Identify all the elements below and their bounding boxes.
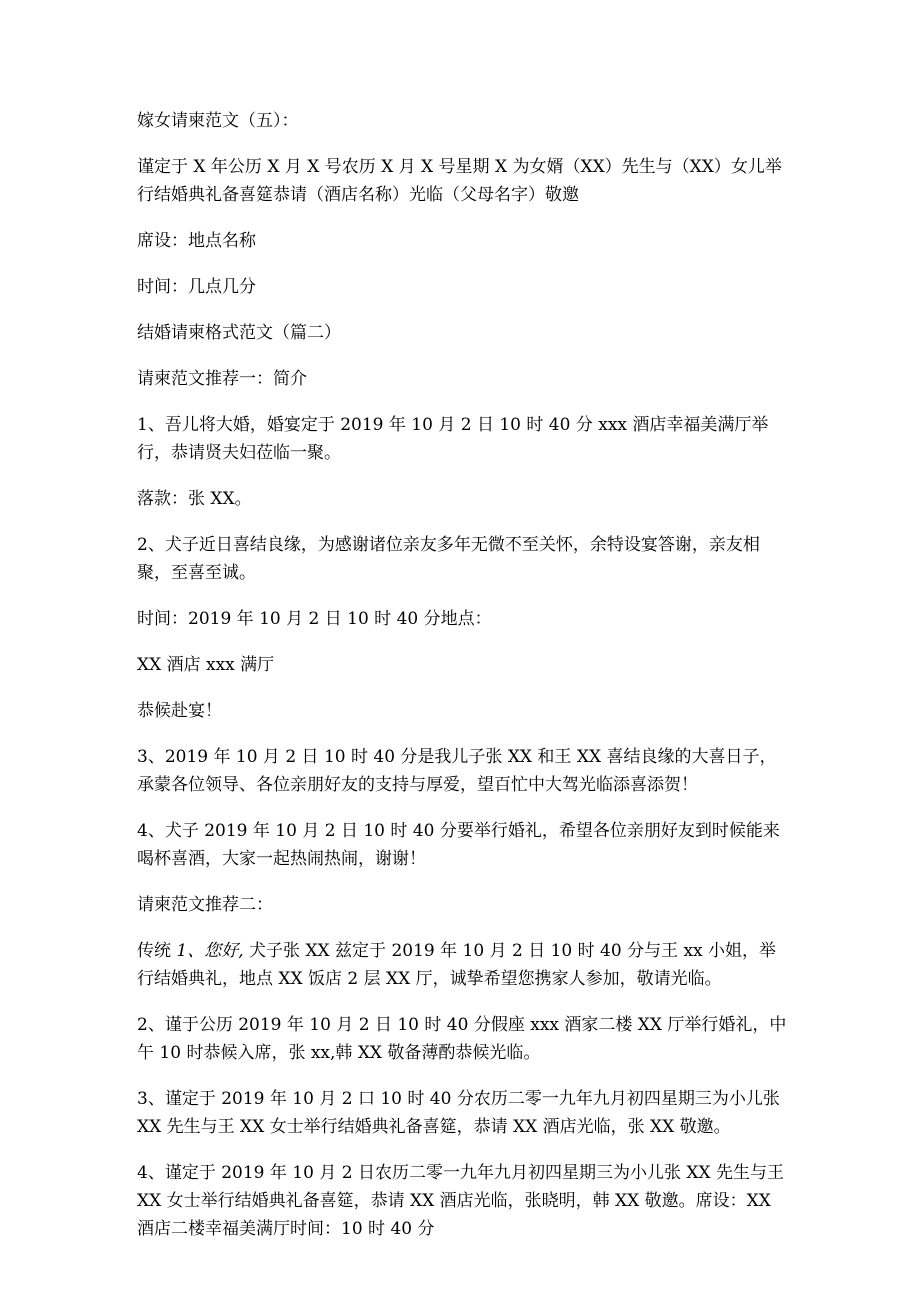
closing-line: 恭候赴宴！ xyxy=(137,701,222,721)
time-line: 时间：几点几分 xyxy=(137,277,256,297)
traditional-italic-text: 1、您好, xyxy=(176,941,244,961)
paragraph: 3、谨定于 2019 年 10 月 2 口 10 时 40 分农历二零一九年九月初四星期三为小儿张 XX 先生与王 XX 女士举行结婚典礼备喜筵，恭请 XX 酒店光临，张 XX 敬邀。 xyxy=(137,1089,780,1137)
paragraph: 4、谨定于 2019 年 10 月 2 日农历二零一九年九月初四星期三为小儿张 XX 先生与王 XX 女士举行结婚典礼备喜筵，恭请 XX 酒店光临，张晓明，韩 XX 敬邀。席设：XX 酒店二楼幸福美满厅时间：10 时 40 分 xyxy=(137,1163,784,1239)
subsection-heading: 请柬范文推荐二： xyxy=(137,895,273,915)
traditional-prefix: 传统 xyxy=(137,941,177,961)
time-location-line: 时间：2019 年 10 月 2 日 10 时 40 分地点： xyxy=(137,609,492,629)
subsection-heading: 请柬范文推荐一：简介 xyxy=(137,369,307,389)
traditional-paragraph xyxy=(137,937,787,993)
section-heading: 嫁女请柬范文（五）： xyxy=(137,111,299,131)
location-line: XX 酒店 xxx 满厅 xyxy=(137,655,275,675)
section-heading: 结婚请柬格式范文（篇二） xyxy=(137,323,341,343)
signature-line: 落款：张 XX。 xyxy=(137,489,252,509)
document-body xyxy=(137,107,787,1261)
paragraph: 2、谨于公历 2019 年 10 月 2 日 10 时 40 分假座 xxx 酒家二楼 XX 厅举行婚礼，中午 10 时恭候入席，张 xx,韩 XX 敬备薄酌恭候光临。 xyxy=(137,1015,787,1063)
paragraph: 4、犬子 2019 年 10 月 2 日 10 时 40 分要举行婚礼，希望各位亲朋好友到时候能来喝杯喜酒，大家一起热闹热闹，谢谢！ xyxy=(137,821,780,869)
paragraph: 谨定于 X 年公历 X 月 X 号农历 X 月 X 号星期 X 为女婿（XX）先生与（XX）女儿举行结婚典礼备喜筵恭请（酒店名称）光临（父母名字）敬邀 xyxy=(137,157,782,205)
paragraph: 2、犬子近日喜结良缘，为感谢诸位亲友多年无微不至关怀，余特设宴答谢，亲友相聚，至喜至诚。 xyxy=(137,535,760,583)
paragraph: 3、2019 年 10 月 2 日 10 时 40 分是我儿子张 XX 和王 XX 喜结良缘的大喜日子，承蒙各位领导、各位亲朋好友的支持与厚爱，望百忙中大驾光临添喜添贺！ xyxy=(137,747,777,795)
paragraph: 1、吾儿将大婚，婚宴定于 2019 年 10 月 2 日 10 时 40 分 xxx 酒店幸福美满厅举行，恭请贤夫妇莅临一聚。 xyxy=(137,415,769,463)
venue-line: 席设：地点名称 xyxy=(137,231,256,251)
traditional-rest: 犬子张 XX 兹定于 2019 年 10 月 2 日 10 时 40 分与王 xx 小姐，举行结婚典礼，地点 XX 饭店 2 层 XX 厅，诚挚希望您携家人参加，敬请光临。 xyxy=(137,941,777,989)
